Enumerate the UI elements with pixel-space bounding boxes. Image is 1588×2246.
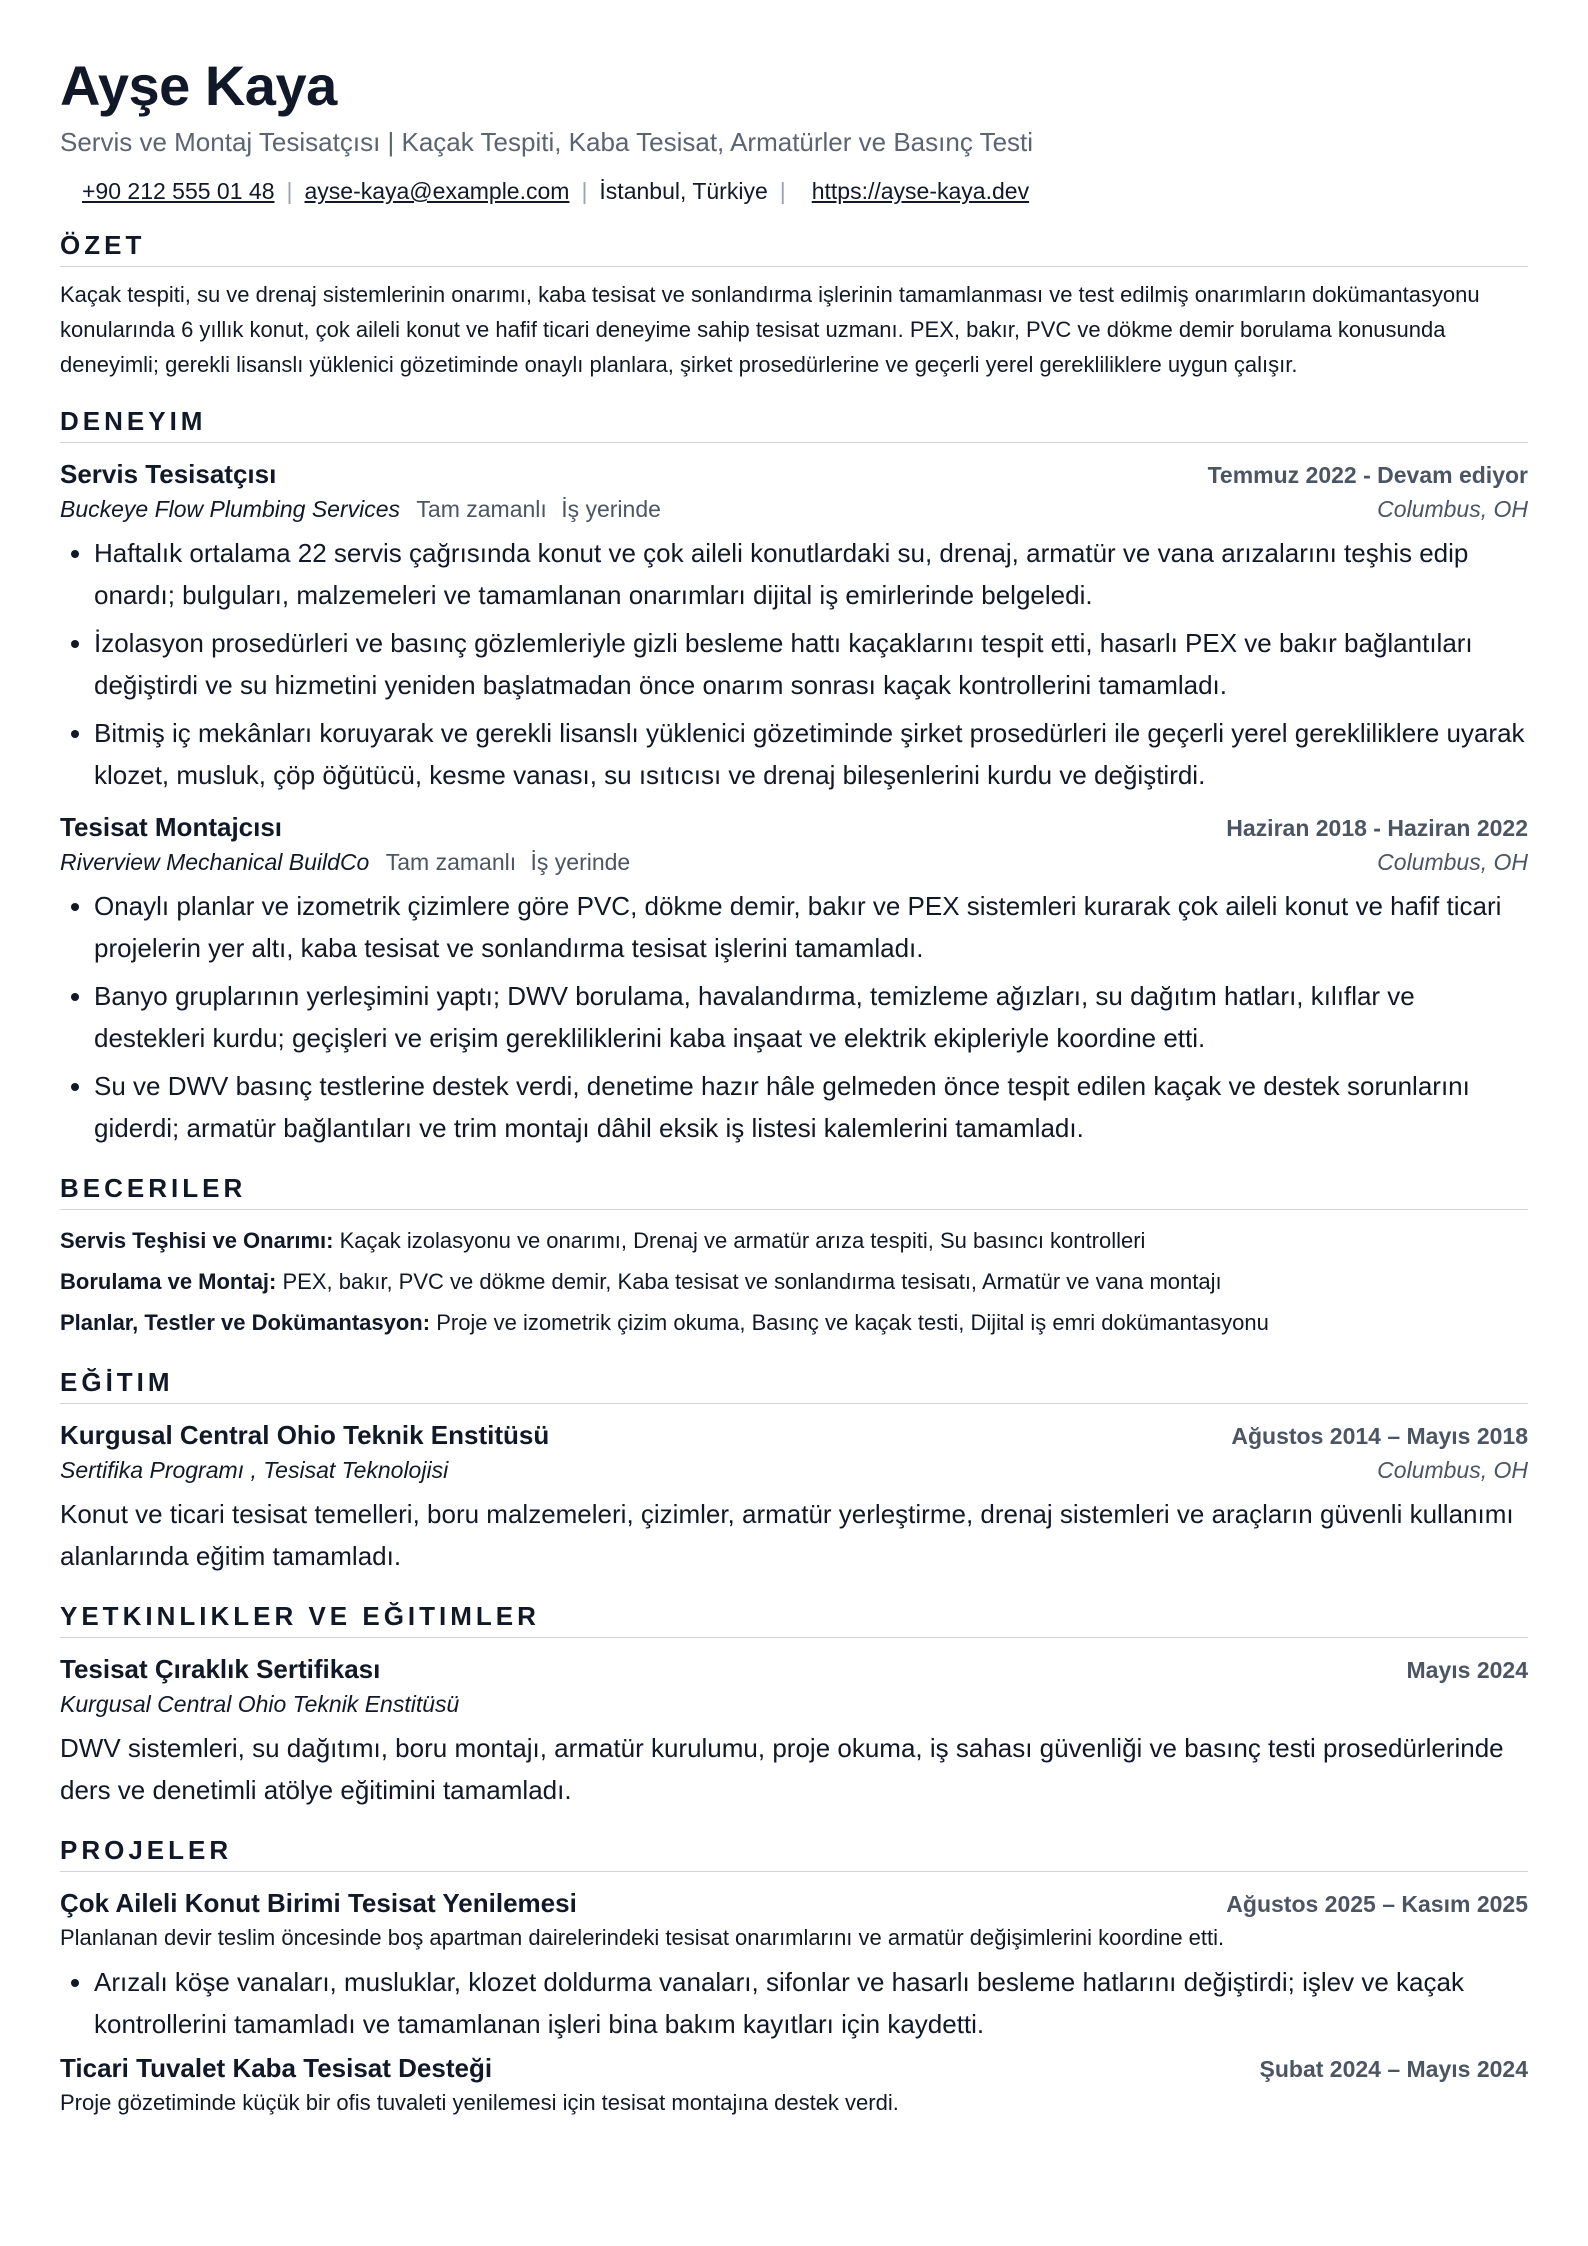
email-link[interactable]: ayse-kaya@example.com <box>304 178 570 204</box>
education-entry <box>60 1418 1528 1577</box>
school-name: Kurgusal Central Ohio Teknik Enstitüsü <box>60 1420 550 1450</box>
project-name: Ticari Tuvalet Kaba Tesisat Desteği <box>60 2053 493 2083</box>
separator: | <box>286 178 293 204</box>
skill-label: Servis Teşhisi ve Onarımı: <box>60 1228 334 1253</box>
section-title-certifications: YETKINLIKLER VE EĞITIMLER <box>60 1601 1528 1638</box>
section-title-summary: ÖZET <box>60 230 1528 267</box>
job-bullet: • Banyo gruplarının yerleşimini yaptı; DWV borulama, havalandırma, temizleme ağızları, su dağıtım hatları, kılıflar ve destekleri kurdu; geçişleri ve erişim gerekliliklerini kaba inşaat ve elektrik ekipleriyle koordine etti. <box>94 975 1528 1059</box>
skills-list <box>60 1220 1528 1343</box>
project-name: Çok Aileli Konut Birimi Tesisat Yenilemesi <box>60 1888 577 1918</box>
job-bullet: • Onaylı planlar ve izometrik çizimlere göre PVC, dökme demir, bakır ve PEX sistemleri kurarak çok aileli konut ve hafif ticari projelerin yer altı, kaba tesisat ve sonlandırma tesisat işlerini tamamladı. <box>94 885 1528 969</box>
job-role: Servis Tesisatçısı <box>60 459 277 489</box>
website-link[interactable]: https://ayse-kaya.dev <box>811 178 1030 204</box>
project-summary: Planlanan devir teslim öncesinde boş apartman dairelerindeki tesisat onarımlarını ve armatür değişimlerini koordine etti. <box>60 1925 1225 1950</box>
job-type: Tam zamanlı <box>385 849 517 875</box>
education-location: Columbus, OH <box>1377 1457 1528 1483</box>
skill-value: PEX, bakır, PVC ve dökme demir, Kaba tesisat ve sonlandırma tesisatı, Armatür ve vana montajı <box>282 1269 1222 1294</box>
job-location: Columbus, OH <box>1377 849 1528 875</box>
location-text: İstanbul, Türkiye <box>599 178 768 204</box>
job-company: Buckeye Flow Plumbing Services <box>60 496 401 522</box>
job-dates: Temmuz 2022 - Devam ediyor <box>1207 462 1528 488</box>
skill-label: Planlar, Testler ve Dokümantasyon: <box>60 1310 431 1335</box>
project-entry <box>60 1886 1528 2045</box>
experience-entry <box>60 457 1528 796</box>
job-dates: Haziran 2018 - Haziran 2022 <box>1226 815 1528 841</box>
contact-line <box>60 176 1528 206</box>
project-dates: Ağustos 2025 – Kasım 2025 <box>1226 1891 1528 1917</box>
job-mode: İş yerinde <box>561 496 661 522</box>
section-title-education: EĞİTIM <box>60 1367 1528 1404</box>
job-company: Riverview Mechanical BuildCo <box>60 849 370 875</box>
education-dates: Ağustos 2014 – Mayıs 2018 <box>1231 1423 1528 1449</box>
education-program: Sertifika Programı , Tesisat Teknolojisi <box>60 1457 449 1483</box>
certification-date: Mayıs 2024 <box>1406 1657 1528 1683</box>
certification-entry <box>60 1652 1528 1811</box>
certification-name: Tesisat Çıraklık Sertifikası <box>60 1654 381 1684</box>
project-bullets <box>60 1961 1528 2045</box>
experience-entry <box>60 810 1528 1149</box>
job-bullet: • İzolasyon prosedürleri ve basınç gözlemleriyle gizli besleme hattı kaçaklarını tespit etti, hasarlı PEX ve bakır bağlantıları değiştirdi ve su hizmetini yeniden başlatmadan önce onarım sonrası kaçak kontrollerini tamamladı. <box>94 622 1528 706</box>
job-mode: İş yerinde <box>530 849 631 875</box>
separator: | <box>581 178 588 204</box>
headline: Servis ve Montaj Tesisatçısı | Kaçak Tespiti, Kaba Tesisat, Armatürler ve Basınç Testi <box>60 127 1034 157</box>
job-bullet: • Bitmiş iç mekânları koruyarak ve gerekli lisanslı yüklenici gözetiminde şirket prosedürleri ile geçerli yerel gerekliliklere uyarak klozet, musluk, çöp öğütücü, kesme vanası, su ısıtıcısı ve drenaj bileşenlerini kurdu ve değiştirdi. <box>94 712 1528 796</box>
certification-issuer: Kurgusal Central Ohio Teknik Enstitüsü <box>60 1691 460 1717</box>
skill-value: Kaçak izolasyonu ve onarımı, Drenaj ve armatür arıza tespiti, Su basıncı kontrolleri <box>339 1228 1146 1253</box>
job-role: Tesisat Montajcısı <box>60 812 283 842</box>
job-bullet: • Su ve DWV basınç testlerine destek verdi, denetime hazır hâle gelmeden önce tespit edilen kaçak ve destek sorunlarını giderdi; armatür bağlantıları ve trim montajı dâhil eksik iş listesi kalemlerini tamamladı. <box>94 1065 1528 1149</box>
candidate-name: Ayşe Kaya <box>60 54 337 117</box>
project-dates: Şubat 2024 – Mayıs 2024 <box>1259 2056 1528 2082</box>
section-title-skills: BECERILER <box>60 1173 1528 1210</box>
skill-row <box>60 1261 1528 1302</box>
summary-text: Kaçak tespiti, su ve drenaj sistemlerinin onarımı, kaba tesisat ve sonlandırma işlerinin tamamlanması ve test edilmiş onarımların dokümantasyonu konularında 6 yıllık konut, çok aileli konut ve hafif ticari deneyime sahip tesisat uzmanı. PEX, bakır, PVC ve dökme demir borulama konusunda deneyimli; gerekli lisanslı yüklenici gözetiminde onaylı planlara, şirket prosedürlerine ve geçerli yerel gerekliliklere uygun çalışır. <box>60 282 1480 377</box>
skill-value: Proje ve izometrik çizim okuma, Basınç ve kaçak testi, Dijital iş emri dokümantasyonu <box>436 1310 1269 1335</box>
phone-link[interactable]: +90 212 555 01 48 <box>82 178 275 204</box>
skill-label: Borulama ve Montaj: <box>60 1269 277 1294</box>
certification-description: DWV sistemleri, su dağıtımı, boru montajı, armatür kurulumu, proje okuma, iş sahası güvenliği ve basınç testi prosedürlerinde ders ve denetimli atölye eğitimini tamamladı. <box>60 1733 1504 1805</box>
job-bullet: • Haftalık ortalama 22 servis çağrısında konut ve çok aileli konutlardaki su, drenaj, armatür ve vana arızalarını teşhis edip onardı; bulguları, malzemeleri ve tamamlanan onarımları dijital iş emirlerinde belgeledi. <box>94 532 1528 616</box>
job-location: Columbus, OH <box>1377 496 1528 522</box>
project-bullet: • Arızalı köşe vanaları, musluklar, klozet doldurma vanaları, sifonlar ve hasarlı besleme hatlarını değiştirdi; işlev ve kaçak kontrollerini tamamladı ve tamamlanan işleri bina bakım kayıtları için kaydetti. <box>94 1961 1528 2045</box>
section-title-projects: PROJELER <box>60 1835 1528 1872</box>
job-bullets <box>60 532 1528 796</box>
separator: | <box>779 178 786 204</box>
skill-row <box>60 1220 1528 1261</box>
job-type: Tam zamanlı <box>416 496 547 522</box>
education-description: Konut ve ticari tesisat temelleri, boru malzemeleri, çizimler, armatür yerleştirme, drenaj sistemleri ve araçların güvenli kullanımı alanlarında eğitim tamamladı. <box>60 1499 1514 1571</box>
job-bullets <box>60 885 1528 1149</box>
project-entry <box>60 2051 1528 2120</box>
section-title-experience: DENEYIM <box>60 406 1528 443</box>
project-summary: Proje gözetiminde küçük bir ofis tuvaleti yenilemesi için tesisat montajına destek verdi. <box>60 2090 899 2115</box>
skill-row <box>60 1302 1528 1343</box>
